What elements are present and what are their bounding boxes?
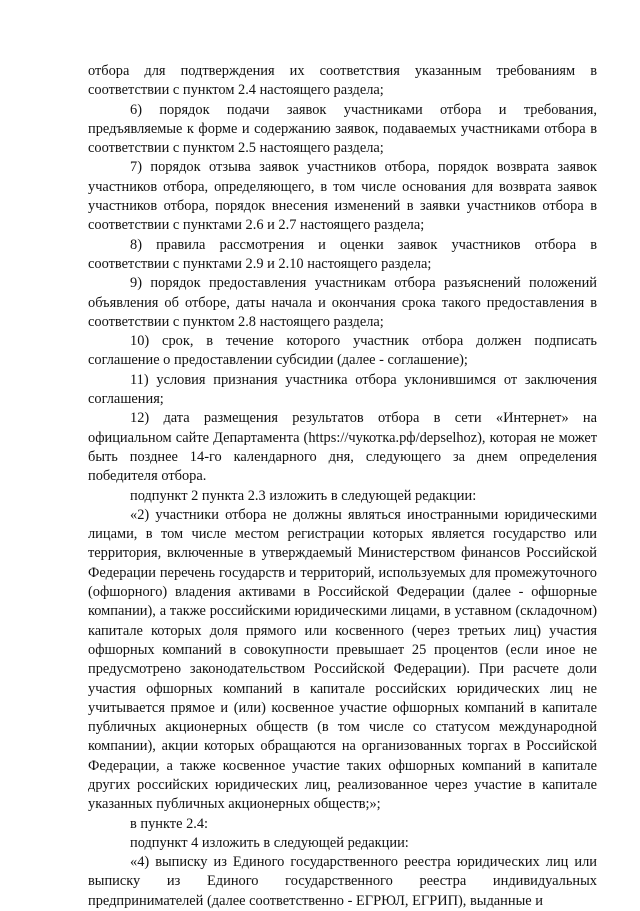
paragraph-item-12: 12) дата размещения результатов отбора в сети «Интернет» на официальном сайте Департамента (https://чукотка.рф/depselhoz), которая не может быть позднее 14-го календарного дня, следующего за днем определения победителя отбора. bbox=[88, 410, 597, 485]
paragraph-item-6: 6) порядок подачи заявок участниками отбора и требования, предъявляемые к форме и содержанию заявок, подаваемых участниками отбора в соответствии с пунктом 2.5 настоящего раздела; bbox=[88, 101, 597, 157]
paragraph-continuation: отбора для подтверждения их соответствия указанным требованиям в соответствии с пунктом 2.4 настоящего раздела; bbox=[88, 63, 597, 99]
paragraph-item-8: 8) правила рассмотрения и оценки заявок участников отбора в соответствии с пунктами 2.9 и 2.10 настоящего раздела; bbox=[88, 236, 597, 272]
paragraph-point-2-4: в пункте 2.4: bbox=[130, 815, 209, 832]
paragraph-subpoint-2-text: «2) участники отбора не должны являться иностранными юридическими лицами, в том числе местом регистрации которых является государство или территория, включенные в утверждаемый Министерством финансов Российской Федерации перечень государств и территорий, используемых для промежуточного (офшорного) владения активами в Российской Федерации (далее - офшорные компании), а также российскими юридическими лицами, в уставном (складочном) капитале которых доля прямого или косвенного (через третьих лиц) участия офшорных компаний в совокупности превышает 25 процентов (если иное не предусмотрено законодательством Российской Федерации). При расчете доли участия офшорных компаний в капитале российских юридических лиц не учитывается прямое и (или) косвенное участие офшорных компаний в капитале публичных акционерных обществ (в том числе со статусом международной компании), акции которых обращаются на организованных торгах в Российской Федерации, а также косвенное участие таких офшорных компаний в капитале других российских юридических лиц, реализованное через участие в капитале указанных публичных акционерных обществ;»; bbox=[88, 506, 597, 813]
paragraph-subpoint-2-heading: подпункт 2 пункта 2.3 изложить в следующей редакции: bbox=[130, 487, 477, 504]
paragraph-item-11: 11) условия признания участника отбора уклонившимся от заключения соглашения; bbox=[88, 371, 597, 408]
paragraph-item-10: 10) срок, в течение которого участник отбора должен подписать соглашение о предоставлении субсидии (далее - соглашение); bbox=[88, 333, 597, 369]
paragraph-item-7: 7) порядок отзыва заявок участников отбора, порядок возврата заявок участников отбора, определяющего, в том числе основания для возврата заявок участников отбора, порядок внесения изменений в заявки участников отбора в соответствии с пунктами 2.6 и 2.7 настоящего раздела; bbox=[88, 159, 597, 234]
paragraph-subpoint-4-heading: подпункт 4 изложить в следующей редакции: bbox=[130, 834, 409, 851]
document-page bbox=[88, 62, 597, 911]
paragraph-item-9: 9) порядок предоставления участникам отбора разъяснений положений объявления об отборе, даты начала и окончания срока такого предоставления в соответствии с пунктом 2.8 настоящего раздела; bbox=[88, 275, 597, 330]
paragraph-subpoint-4-text: «4) выписку из Единого государственного реестра юридических лиц или выписку из Единого государственного реестра индивидуальных предпринимателей (далее соответственно - ЕГРЮЛ, ЕГРИП), выданные и bbox=[88, 854, 597, 909]
